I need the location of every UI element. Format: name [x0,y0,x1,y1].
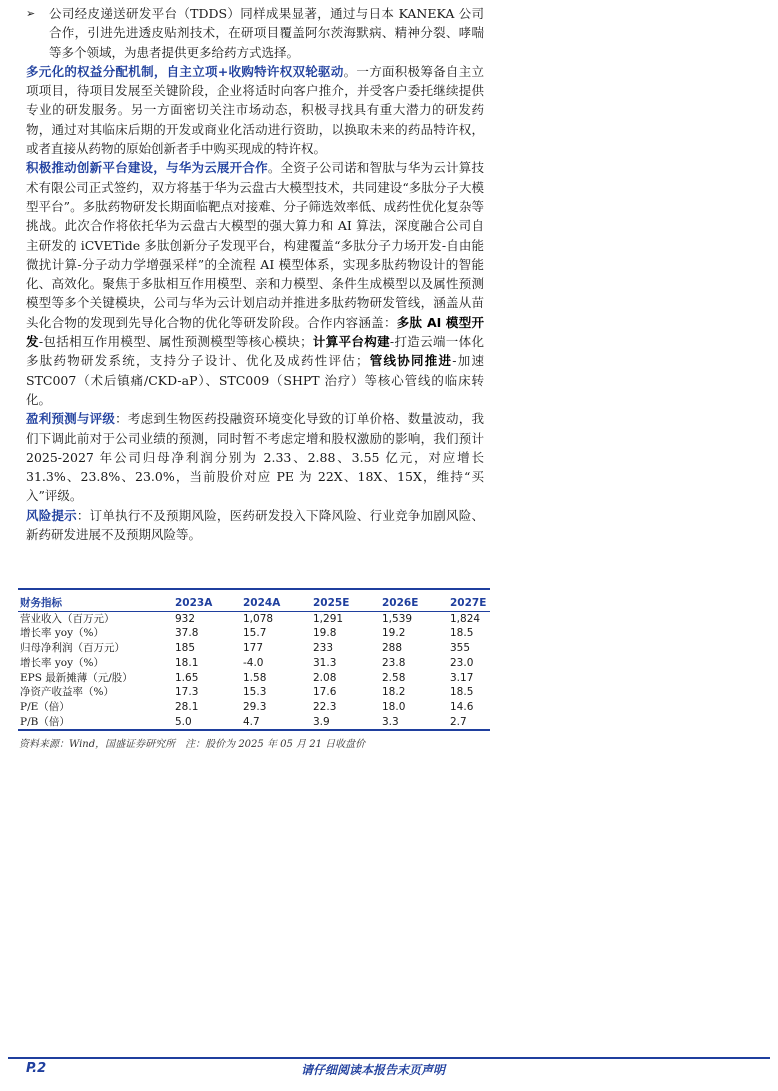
page-number: P.2 [26,1061,47,1076]
source-note: 资料来源：Wind，国盛证券研究所 注：股价为 2025 年 05 月 21 日收盘价 [19,739,366,750]
cell: 288 [382,642,403,655]
keyword-ai-model: 多肽 AI 模型开发 [26,314,484,350]
cell: 2.08 [313,671,337,684]
paragraph-body: -打造云端一体化多肽药物研发系统，支持分子设计、优化及成药性评估； [26,334,484,369]
paragraph-body: -加速 STC007（术后镇痛/CKD-aP）、STC009（SHPT 治疗）等核心管线的临床转化。 [26,353,484,407]
row-label: 营业收入（百万元） [20,612,115,625]
paragraph-heading: 积极推动创新平台建设，与华为云展开合作 [26,160,268,176]
cell: 1,824 [450,612,481,625]
header-cell: 2023A [175,597,213,609]
paragraph-forecast [26,409,484,505]
cell: 18.0 [382,700,406,713]
row-label: P/E（倍） [20,700,70,713]
cell: 177 [243,642,264,655]
paragraph-body: 。一方面积极筹备自主立项项目，待项目发展至关键阶段，企业将适时向客户推介，并受客户委托继续提供专业的研发服务。另一方面密切关注市场动态，积极寻找具有重大潜力的研发药物，通过对其临床后期的开发或商业化活动进行资助，以换取未来的药品特许权，或者直接从药物的原始创新者手中购买现成的特许权。 [26,63,484,157]
cell: 28.1 [175,700,199,713]
cell: 185 [175,642,196,655]
cell: 2.58 [382,671,406,684]
cell: 18.2 [382,686,406,699]
paragraph-heading: 盈利预测与评级 [26,411,116,427]
cell: 1,291 [313,612,344,625]
bullet-tdds [26,4,484,62]
cell: 23.8 [382,656,406,669]
row-label: 增长率 yoy（%） [20,656,104,669]
footer-disclaimer: 请仔细阅读本报告末页声明 [301,1063,446,1077]
header-cell: 2027E [450,597,487,609]
table-row [18,626,490,641]
cell: 22.3 [313,700,337,713]
table-bottom-rule [18,729,490,731]
table-row [18,611,490,626]
cell: 3.17 [450,671,474,684]
paragraph-heading: 风险提示 [26,507,77,523]
table-row [18,671,490,686]
cell: 37.8 [175,627,199,640]
keyword-compute-platform: 计算平台构建 [312,334,390,350]
cell: 2.7 [450,715,467,728]
cell: 17.3 [175,686,199,699]
cell: 3.3 [382,715,399,728]
table-row [18,700,490,715]
main-text-column [26,4,484,544]
cell: 19.2 [382,627,406,640]
cell: 18.1 [175,656,199,669]
table-header-row [18,590,490,611]
cell: 1,539 [382,612,413,625]
bullet-text: 公司经皮递送研发平台（TDDS）同样成果显著，通过与日本 KANEKA 公司合作，引进先进透皮贴剂技术，在研项目覆盖阿尔茨海默病、精神分裂、哮喘等多个领域，为患者提供更多给药方式选择。 [49,6,484,60]
cell: 17.6 [313,686,337,699]
table-row [18,656,490,671]
row-label: 增长率 yoy（%） [20,627,104,640]
paragraph-equity [26,62,484,158]
cell: -4.0 [243,656,264,669]
keyword-pipeline: 管线协同推进 [368,353,453,369]
cell: 14.6 [450,700,474,713]
cell: 19.8 [313,627,337,640]
cell: 355 [450,642,471,655]
footer-rule [8,1057,770,1059]
cell: 5.0 [175,715,192,728]
paragraph-platform [26,158,484,409]
cell: 23.0 [450,656,474,669]
header-cell: 2025E [313,597,350,609]
row-label: P/B（倍） [20,715,70,728]
paragraph-risk [26,506,484,545]
cell: 4.7 [243,715,260,728]
paragraph-heading: 多元化的权益分配机制，自主立项+收购特许权双轮驱动 [26,63,344,79]
cell: 3.9 [313,715,330,728]
header-cell: 2024A [243,597,281,609]
cell: 29.3 [243,700,267,713]
table-row [18,685,490,700]
paragraph-body: 。全资子公司诺和智肽与华为云计算技术有限公司正式签约，双方将基于华为云盘古大模型技术，共同建设“多肽分子大模型平台”。多肽药物研发长期面临靶点对接难、分子筛选效率低、成药性优化复杂等挑战。此次合作将依托华为云盘古大模型的强大算力和 AI 算法，深度融合公司自主研发的 iCVETide 多肽创新分子发现平台，构建覆盖“多肽分子力场开发-自由能微扰计算-分子动力学增强采样”的全流程 AI 模型体系，实现多肽药物设计的智能化、高效化。聚焦于多肽相互作用模型、亲和力模型、条件生成模型以及属性预测模型等多个关键模块，公司与华为云计划启动并推进多肽药物研发管线，涵盖从苗头化合物的发现到先导化合物的优化等研发阶段。合作内容涵盖： [26,160,484,330]
cell: 15.3 [243,686,267,699]
cell: 15.7 [243,627,267,640]
table-row [18,641,490,656]
cell: 18.5 [450,686,474,699]
cell: 233 [313,642,334,655]
row-label: 归母净利润（百万元） [20,642,125,655]
row-label: EPS 最新摊薄（元/股） [20,671,133,684]
table-row [18,715,490,730]
header-cell: 2026E [382,597,419,609]
financial-table-wrapper [18,588,490,731]
paragraph-body: ：考虑到生物医药投融资环境变化导致的订单价格、数量波动，我们下调此前对于公司业绩的预测，同时暂不考虑定增和股权激励的影响，我们预计 2025-2027 年公司归母净利润分别为 2.33、2.88、3.55 亿元，对应增长 31.3%、23.8%、23.0%，当前股价对应 PE 为 22X、18X、15X，维持“买入”评级。 [26,411,484,504]
arrow-bullet-icon: ➢ [26,7,36,20]
paragraph-body: -包括相互作用模型、属性预测模型等核心模块； [38,334,313,350]
paragraph-body: ：订单执行不及预期风险，医药研发投入下降风险、行业竞争加剧风险、新药研发进展不及预期风险等。 [26,507,484,543]
cell: 932 [175,612,196,625]
row-label: 净资产收益率（%） [20,686,114,699]
header-cell: 财务指标 [20,597,62,609]
cell: 1.58 [243,671,267,684]
financial-table [18,590,490,729]
cell: 18.5 [450,627,474,640]
cell: 31.3 [313,656,337,669]
cell: 1,078 [243,612,274,625]
cell: 1.65 [175,671,199,684]
